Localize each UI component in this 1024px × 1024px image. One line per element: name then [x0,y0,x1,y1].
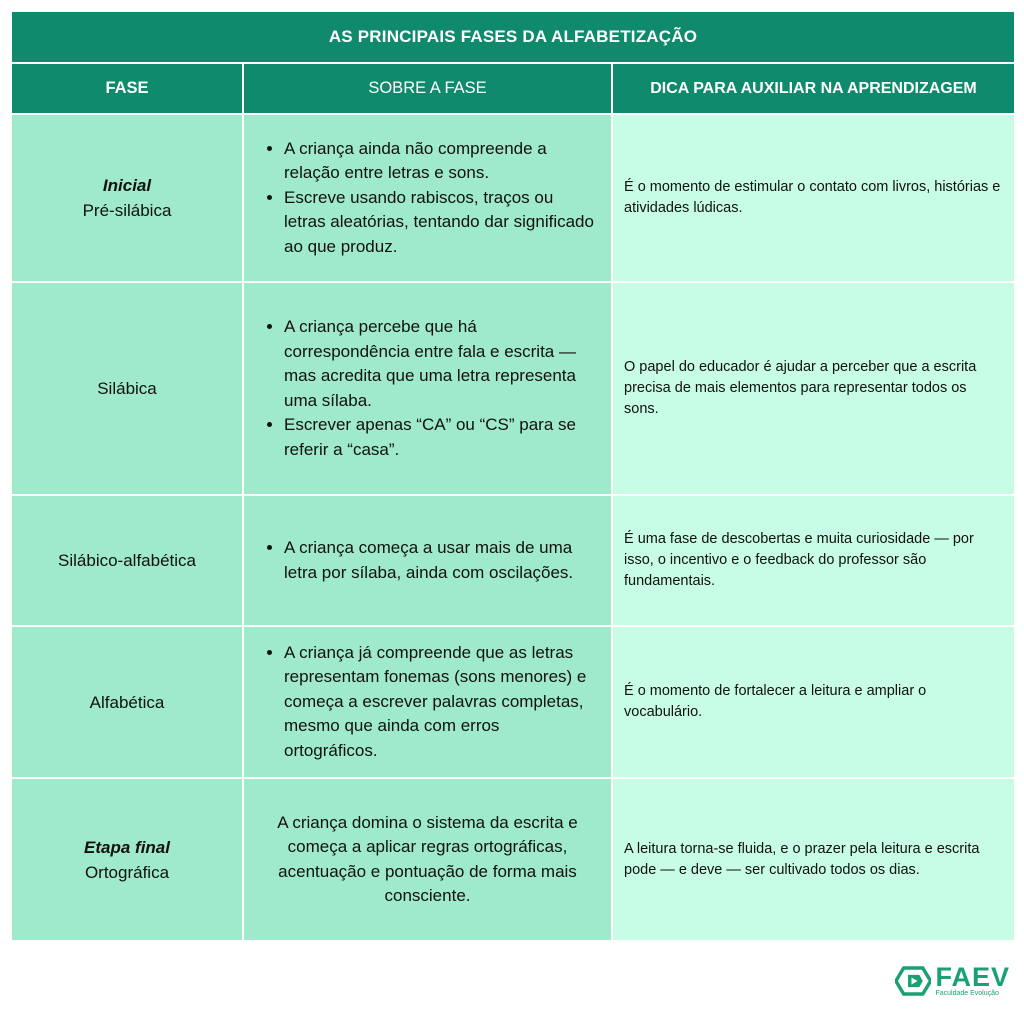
phase-cell [12,627,244,777]
table-row [12,281,1014,494]
phase-name: Ortográfica [84,862,170,882]
about-cell [244,627,613,777]
tip-text: É o momento de estimular o contato com livros, histórias e atividades lúdicas. [624,179,1001,216]
list-item: • A criança começa a usar mais de uma letra por sílaba, ainda com oscilações. [284,536,597,585]
tip-text: É uma fase de descobertas e muita curiosidade — por isso, o incentivo e o feedback do professor são fundamentais. [624,531,974,589]
about-cell [244,283,613,494]
header-row [12,62,1014,113]
tip-text: A leitura torna-se fluida, e o prazer pela leitura e escrita pode — e deve — ser cultivado todos os dias. [624,840,980,878]
table-title: AS PRINCIPAIS FASES DA ALFABETIZAÇÃO [12,12,1014,62]
header-fase: FASE [12,64,244,113]
list-item: • A criança já compreende que as letras representam fonemas (sons menores) e começa a escrever palavras completas, mesmo que ainda com erros ortográficos. [284,641,597,764]
list-item: • A criança ainda não compreende a relação entre letras e sons. [284,137,597,186]
about-text: A criança domina o sistema da escrita e começa a aplicar regras ortográficas, acentuação e pontuação de forma mais consciente. [277,812,578,905]
logo-brand: FAEV [935,962,1010,992]
phase-name: Silábica [97,379,157,398]
phase-cell [12,115,244,281]
tip-cell [613,115,1014,281]
header-sobre: SOBRE A FASE [244,64,613,113]
tip-text: É o momento de fortalecer a leitura e ampliar o vocabulário. [624,683,927,720]
tip-cell [613,627,1014,777]
list-item: • Escreve usando rabiscos, traços ou letras aleatórias, tentando dar significado ao que produz. [284,186,597,260]
phase-cell [12,496,244,625]
list-item: • A criança percebe que há correspondência entre fala e escrita — mas acredita que uma letra representa uma sílaba. [284,315,597,413]
about-cell [244,115,613,281]
faev-logo-icon [895,964,931,998]
logo-tagline: Faculdade Evolução [935,990,999,997]
about-cell [244,779,613,940]
phase-cell [12,779,244,940]
list-item: • Escrever apenas “CA” ou “CS” para se referir a “casa”. [284,413,597,462]
tip-cell [613,283,1014,494]
phase-name: Silábico-alfabética [58,551,196,570]
stage-label: Etapa final [84,837,170,857]
tip-cell [613,496,1014,625]
header-dica: DICA PARA AUXILIAR NA APRENDIZAGEM [613,64,1014,113]
table-row [12,625,1014,777]
tip-text: O papel do educador é ajudar a perceber que a escrita precisa de mais elementos para representar todos os sons. [624,359,977,417]
table-row [12,777,1014,940]
phase-cell [12,283,244,494]
table-row [12,113,1014,281]
phases-table [12,12,1014,940]
phase-name: Pré-silábica [82,201,172,220]
about-cell [244,496,613,625]
tip-cell [613,779,1014,940]
stage-label: Inicial [102,176,152,195]
faev-logo [895,963,1010,999]
table-row [12,494,1014,625]
phase-name: Alfabética [89,692,165,712]
